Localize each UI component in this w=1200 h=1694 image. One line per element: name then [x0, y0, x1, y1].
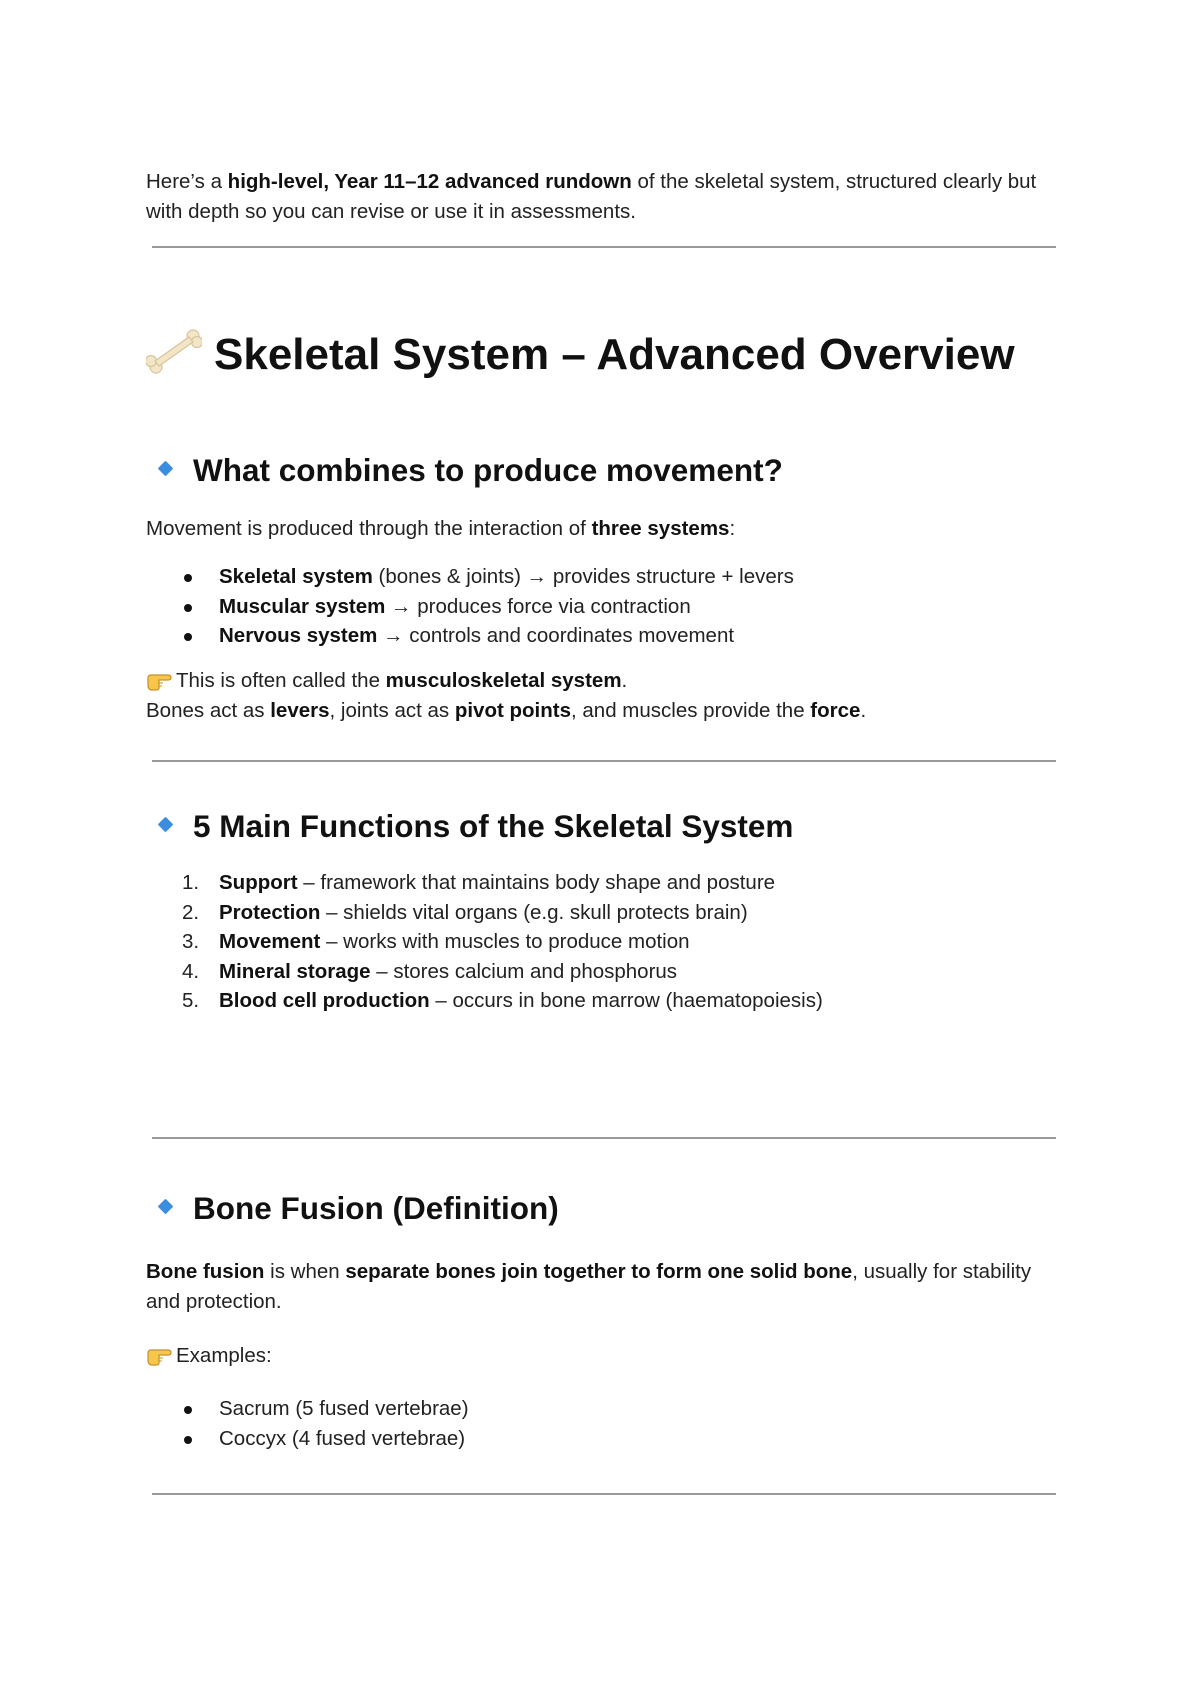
list-item-bold: Nervous system	[219, 624, 378, 647]
list-number: 2.	[182, 900, 200, 924]
list-item	[146, 957, 1046, 987]
list-item-bold: Blood cell production	[219, 989, 430, 1012]
divider	[152, 246, 1056, 248]
pointing-hand-icon	[146, 669, 172, 691]
list-item-bold: Mineral storage	[219, 959, 371, 983]
levers-text: .	[860, 698, 867, 722]
examples-label-text: Examples:	[176, 1344, 272, 1367]
list-item-bold: Skeletal system	[219, 565, 373, 588]
heading-functions	[146, 806, 793, 846]
list-number: 5.	[182, 989, 200, 1012]
list-number: 4.	[182, 959, 200, 983]
levers-line	[146, 696, 1046, 726]
list-item-text: – works with muscles to produce motion	[320, 930, 690, 953]
pointing-hand-icon	[146, 1344, 172, 1366]
movement-lead-bold: three systems	[591, 517, 730, 540]
divider	[152, 760, 1056, 762]
list-number: 3.	[182, 930, 200, 953]
heading-movement-text: What combines to produce movement?	[193, 452, 783, 488]
levers-bold: force	[810, 698, 861, 722]
bullet-icon	[184, 574, 192, 582]
bullet-icon	[184, 1406, 192, 1414]
list-item-bold: Protection	[219, 900, 321, 924]
divider	[152, 1137, 1056, 1139]
list-item-bold: Movement	[219, 930, 321, 953]
list-item	[146, 562, 1046, 592]
musculoskeletal-note	[146, 666, 1046, 725]
movement-lead-suffix: :	[729, 517, 736, 540]
levers-bold: levers	[270, 698, 330, 722]
list-item	[146, 1424, 1046, 1454]
bullet-icon	[184, 1436, 192, 1444]
intro-suffix: of the skeletal system, structured clearly but with depth so you can revise or use it in assessments.	[146, 170, 1037, 223]
examples-list	[146, 1394, 1046, 1453]
fusion-bold: Bone fusion	[146, 1260, 265, 1283]
list-item-text: (bones & joints) → provides structure + levers	[372, 565, 794, 588]
movement-lead	[146, 514, 1046, 544]
list-item-text: – stores calcium and phosphorus	[370, 959, 678, 983]
blue-diamond-icon	[158, 1199, 174, 1215]
list-item-text: – occurs in bone marrow (haematopoiesis)	[429, 989, 823, 1012]
note-line	[146, 666, 1046, 696]
list-item	[146, 898, 1046, 928]
fusion-text: , usually for stability and protection.	[146, 1260, 1032, 1313]
intro-prefix: Here’s a	[146, 170, 228, 193]
note-suffix: .	[621, 669, 628, 692]
list-item-text: Coccyx (4 fused vertebrae)	[219, 1426, 466, 1450]
list-item	[146, 592, 1046, 622]
note-prefix: This is often called the	[176, 669, 386, 692]
list-item	[146, 868, 1046, 898]
list-item	[146, 621, 1046, 651]
examples-label	[146, 1341, 1046, 1371]
list-item	[146, 927, 1046, 957]
list-item	[146, 986, 1046, 1016]
list-item-text: → produces force via contraction	[385, 594, 691, 618]
levers-text: , and muscles provide the	[571, 698, 811, 722]
list-item-text: Sacrum (5 fused vertebrae)	[219, 1397, 469, 1420]
page-title-text: Skeletal System – Advanced Overview	[214, 330, 1015, 379]
heading-fusion-text: Bone Fusion (Definition)	[193, 1190, 559, 1226]
fusion-definition	[146, 1257, 1046, 1316]
levers-bold: pivot points	[454, 698, 571, 722]
fusion-bold: separate bones join together to form one solid bone	[345, 1260, 853, 1283]
list-number: 1.	[182, 871, 200, 894]
bullet-icon	[184, 604, 192, 612]
list-item-bold: Support	[219, 871, 298, 894]
intro-paragraph	[146, 167, 1046, 226]
note-bold: musculoskeletal system	[385, 669, 622, 692]
bone-icon	[146, 327, 202, 375]
list-item	[146, 1394, 1046, 1424]
systems-list	[146, 562, 1046, 651]
list-item-text: – framework that maintains body shape and posture	[297, 871, 776, 894]
blue-diamond-icon	[158, 817, 174, 833]
heading-movement	[146, 450, 783, 490]
functions-list	[146, 868, 1046, 1016]
heading-fusion	[146, 1188, 559, 1228]
fusion-text: is when	[264, 1260, 346, 1283]
levers-text: , joints act as	[329, 698, 455, 722]
blue-diamond-icon	[158, 461, 174, 477]
intro-bold: high-level, Year 11–12 advanced rundown	[227, 170, 632, 193]
list-item-text: → controls and coordinates movement	[377, 624, 735, 647]
levers-text: Bones act as	[146, 698, 271, 722]
heading-functions-text: 5 Main Functions of the Skeletal System	[193, 808, 794, 844]
list-item-bold: Muscular system	[219, 594, 386, 618]
list-item-text: – shields vital organs (e.g. skull protects brain)	[320, 900, 748, 924]
page-title	[146, 324, 1046, 386]
bullet-icon	[184, 633, 192, 641]
movement-lead-prefix: Movement is produced through the interaction of	[146, 517, 592, 540]
divider	[152, 1493, 1056, 1495]
